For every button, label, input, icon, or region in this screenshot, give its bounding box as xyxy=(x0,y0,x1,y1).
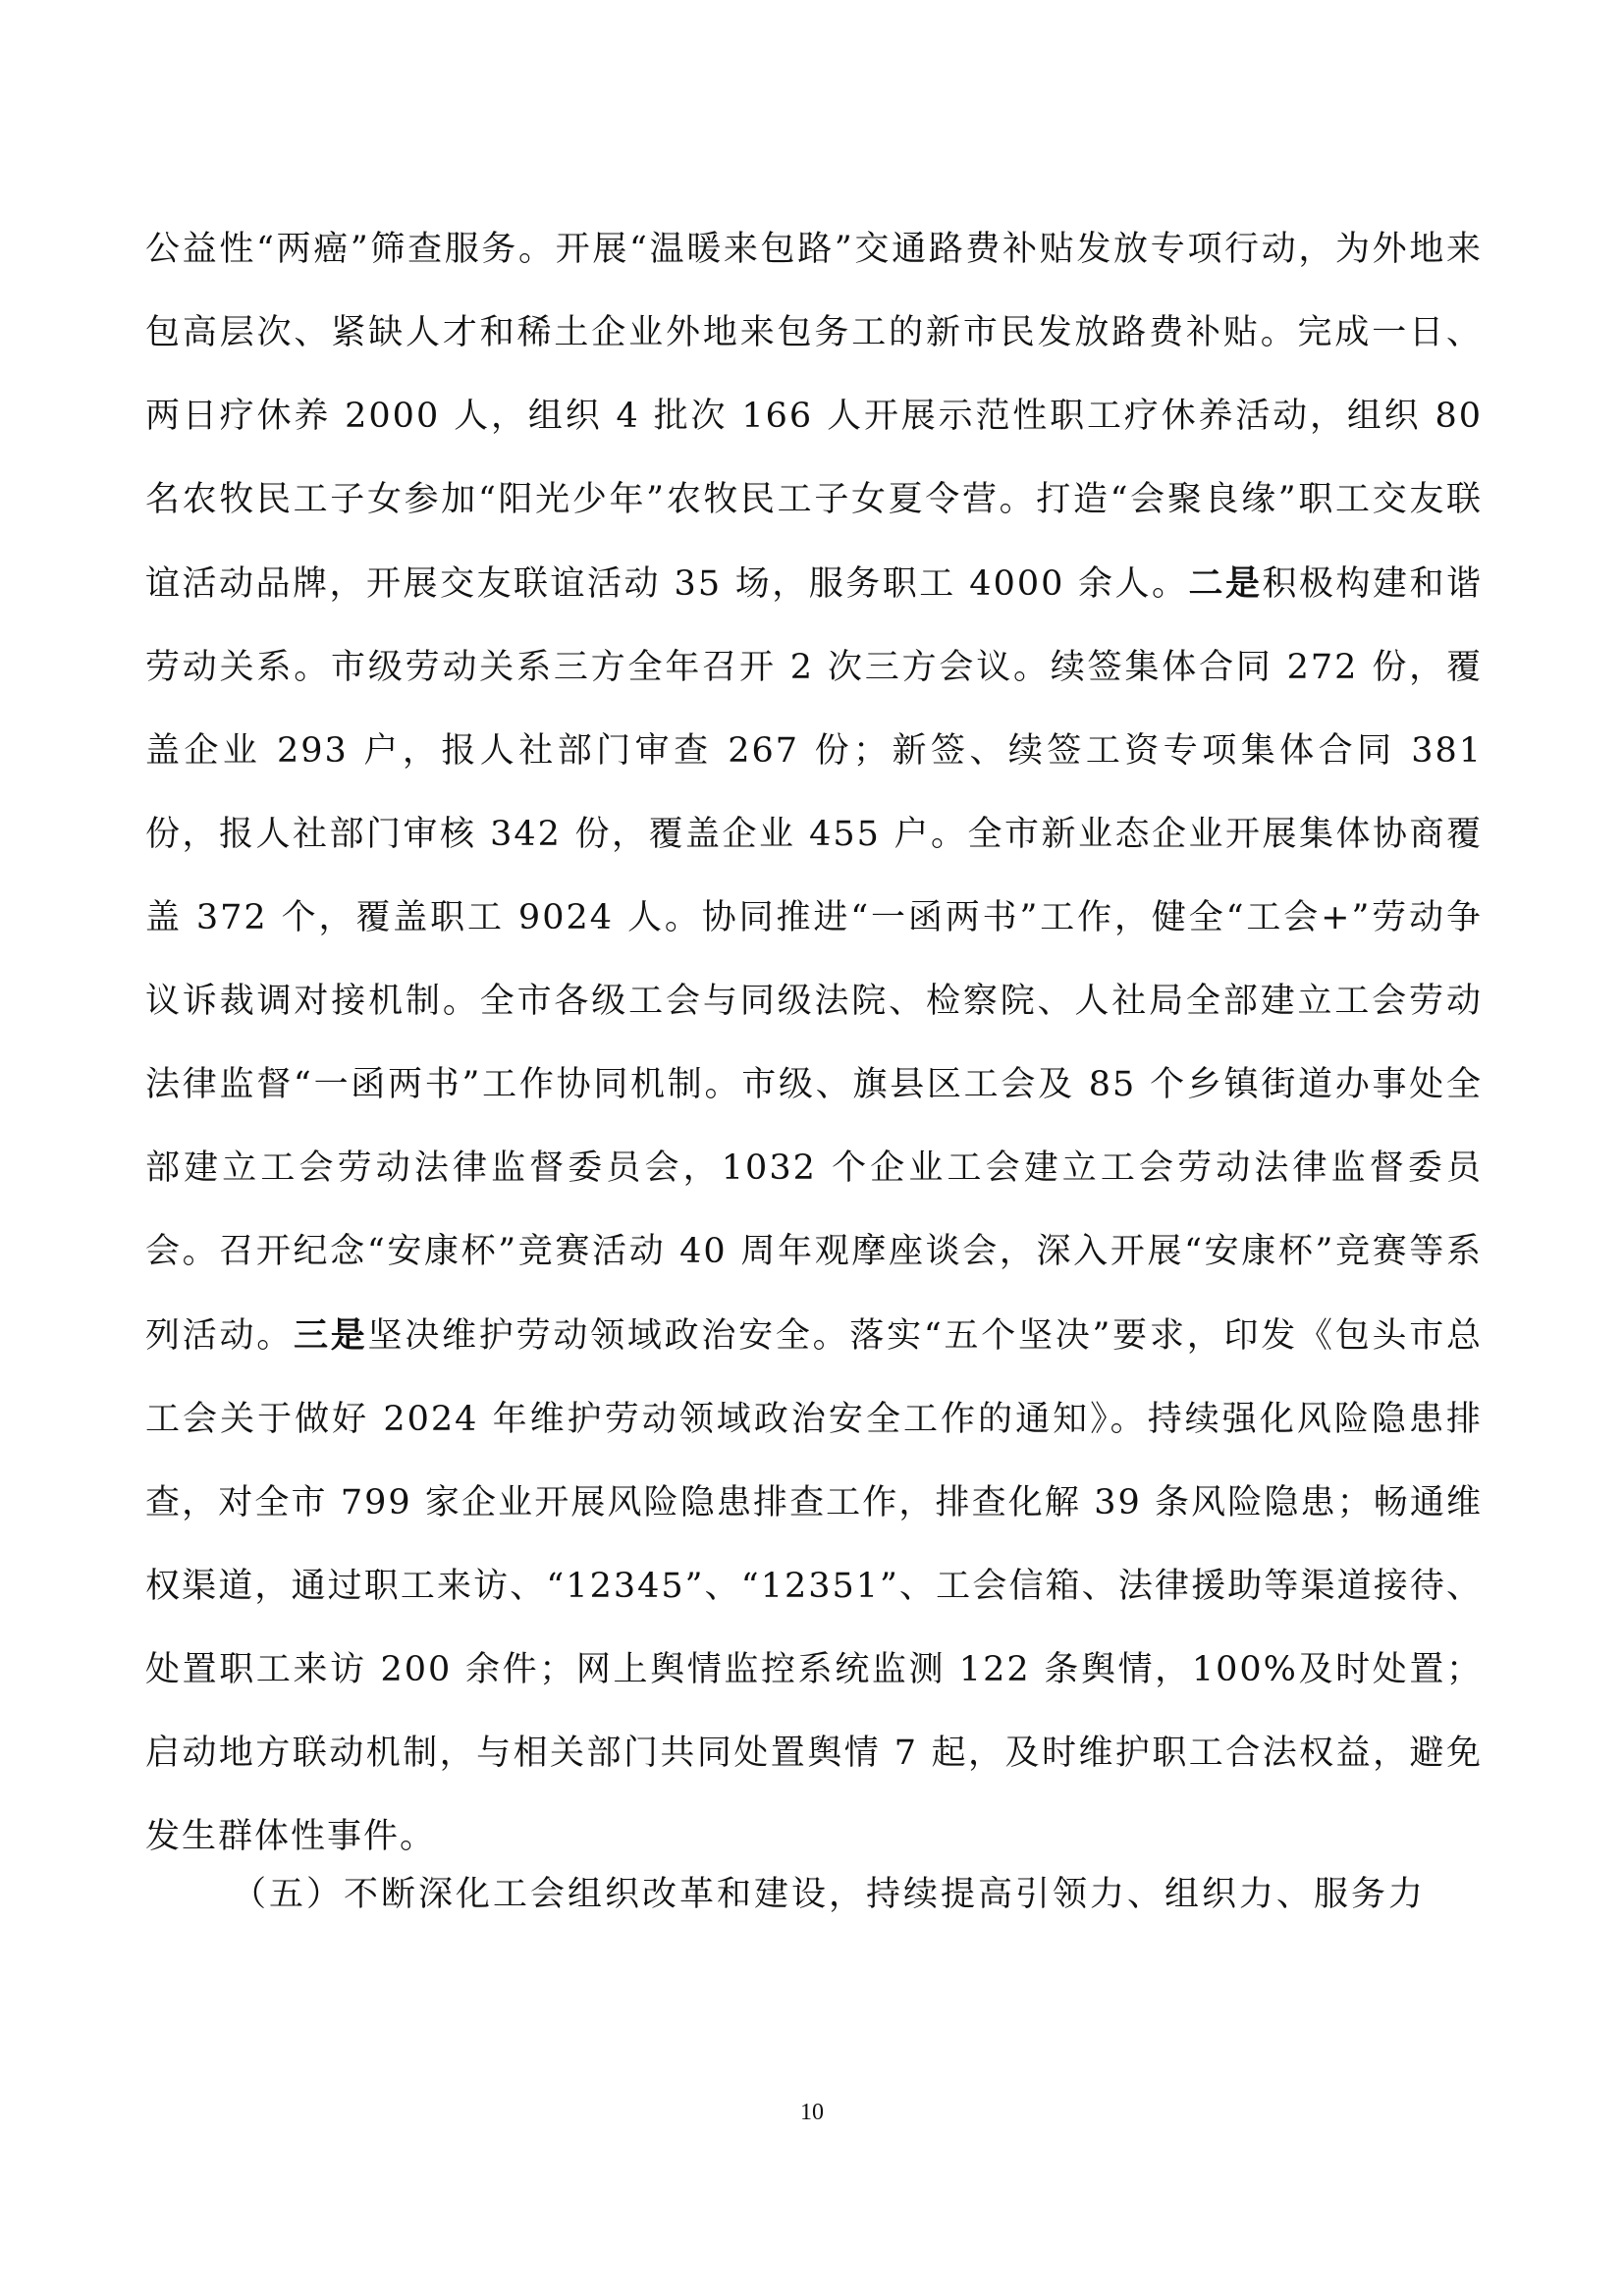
section-heading: （五）不断深化工会组织改革和建设，持续提高引领力、组织力、服务力 xyxy=(232,1875,1427,1914)
bold-marker-san-shi: 三是 xyxy=(294,1315,368,1356)
page-number: 10 xyxy=(800,2100,824,2125)
body-paragraph xyxy=(145,208,1483,1879)
bold-marker-er-shi: 二是 xyxy=(1188,563,1263,604)
paragraph-text-part2: 积极构建和谐劳动关系。市级劳动关系三方全年召开 2 次三方会议。续签集体合同 272 份，覆盖企业 293 户，报人社部门审查 267 份；新签、续签工资专项集体合同 381 份，报人社部门审核 342 份，覆盖企业 455 户。全市新业态企业开展集体协商覆盖 372 个，覆盖职工 9024 人。协同推进“一函两书”工作，健全“工会+”劳动争议诉裁调对接机制。全市各级工会与同级法院、检察院、人社局全部建立工会劳动法律监督“一函两书”工作协同机制。市级、旗县区工会及 85 个乡镇街道办事处全部建立工会劳动法律监督委员会，1032 个企业工会建立工会劳动法律监督委员会。召开纪念“安康杯”竞赛活动 40 周年观摩座谈会，深入开展“安康杯”竞赛等系列活动。 xyxy=(145,564,1483,1356)
paragraph-text-part1: 公益性“两癌”筛查服务。开展“温暖来包路”交通路费补贴发放专项行动，为外地来包高层次、紧缺人才和稀土企业外地来包务工的新市民发放路费补贴。完成一日、两日疗休养 2000 人，组织 4 批次 166 人开展示范性职工疗休养活动，组织 80 名农牧民工子女参加“阳光少年”农牧民工子女夏令营。打造“会聚良缘”职工交友联谊活动品牌，开展交友联谊活动 35 场，服务职工 4000 余人。 xyxy=(145,230,1483,604)
paragraph-text-part3: 坚决维护劳动领域政治安全。落实“五个坚决”要求，印发《包头市总工会关于做好 2024 年维护劳动领域政治安全工作的通知》。持续强化风险隐患排查，对全市 799 家企业开展风险隐患排查工作，排查化解 39 条风险隐患；畅通维权渠道，通过职工来访、“12345”、“12351”、工会信箱、法律援助等渠道接待、处置职工来访 200 余件；网上舆情监控系统监测 122 条舆情，100%及时处置；启动地方联动机制，与相关部门共同处置舆情 7 起，及时维护职工合法权益，避免发生群体性事件。 xyxy=(145,1316,1483,1856)
